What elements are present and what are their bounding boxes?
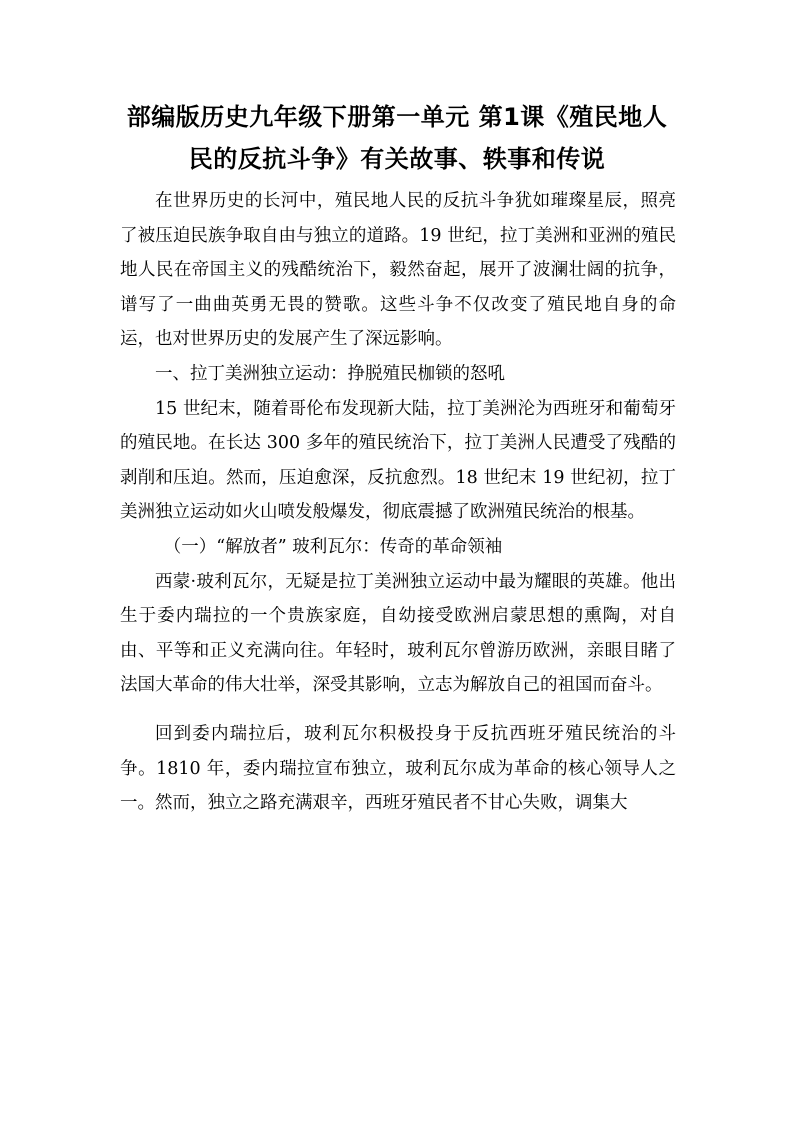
paragraph-bolivar-struggle: 回到委内瑞拉后，玻利瓦尔积极投身于反抗西班牙殖民统治的斗争。1810 年，委内瑞拉宣布独立，玻利瓦尔成为革命的核心领导人之一。然而，独立之路充满艰辛，西班牙殖民者不甘心失败，调集大 <box>120 723 676 814</box>
section-heading-latin-america: 一、拉丁美洲独立运动：挣脱殖民枷锁的怒吼 <box>155 363 505 384</box>
paragraph-intro: 在世界历史的长河中，殖民地人民的反抗斗争犹如璀璨星辰，照亮了被压迫民族争取自由与独立的道路。19 世纪，拉丁美洲和亚洲的殖民地人民在帝国主义的残酷统治下，毅然奋起，展开了波澜壮阔的抗争，谱写了一曲曲英勇无畏的赞歌。这些斗争不仅改变了殖民地自身的命运，也对世界历史的发展产生了深远影响。 <box>120 191 676 350</box>
title-line-2: 民的反抗斗争》有关故事、轶事和传说 <box>188 145 606 173</box>
title-line-1: 部编版历史九年级下册第一单元 第1课《殖民地人 <box>126 103 668 131</box>
document-title <box>110 96 684 180</box>
document-body <box>120 184 676 821</box>
paragraph-bolivar-early-life: 西蒙·玻利瓦尔，无疑是拉丁美洲独立运动中最为耀眼的英雄。他出生于委内瑞拉的一个贵族家庭，自幼接受欧洲启蒙思想的熏陶，对自由、平等和正义充满向往。年轻时，玻利瓦尔曾游历欧洲，亲眼目睹了法国大革命的伟大壮举，深受其影响，立志为解放自己的祖国而奋斗。 <box>120 571 676 696</box>
paragraph-latin-america-background: 15 世纪末，随着哥伦布发现新大陆，拉丁美洲沦为西班牙和葡萄牙的殖民地。在长达 300 多年的殖民统治下，拉丁美洲人民遭受了残酷的剥削和压迫。然而，压迫愈深，反抗愈烈。18 世纪末 19 世纪初，拉丁美洲独立运动如火山喷发般爆发，彻底震撼了欧洲殖民统治的根基。 <box>120 398 676 523</box>
subsection-heading-bolivar: （一）“解放者” 玻利瓦尔：传奇的革命领袖 <box>163 536 503 557</box>
